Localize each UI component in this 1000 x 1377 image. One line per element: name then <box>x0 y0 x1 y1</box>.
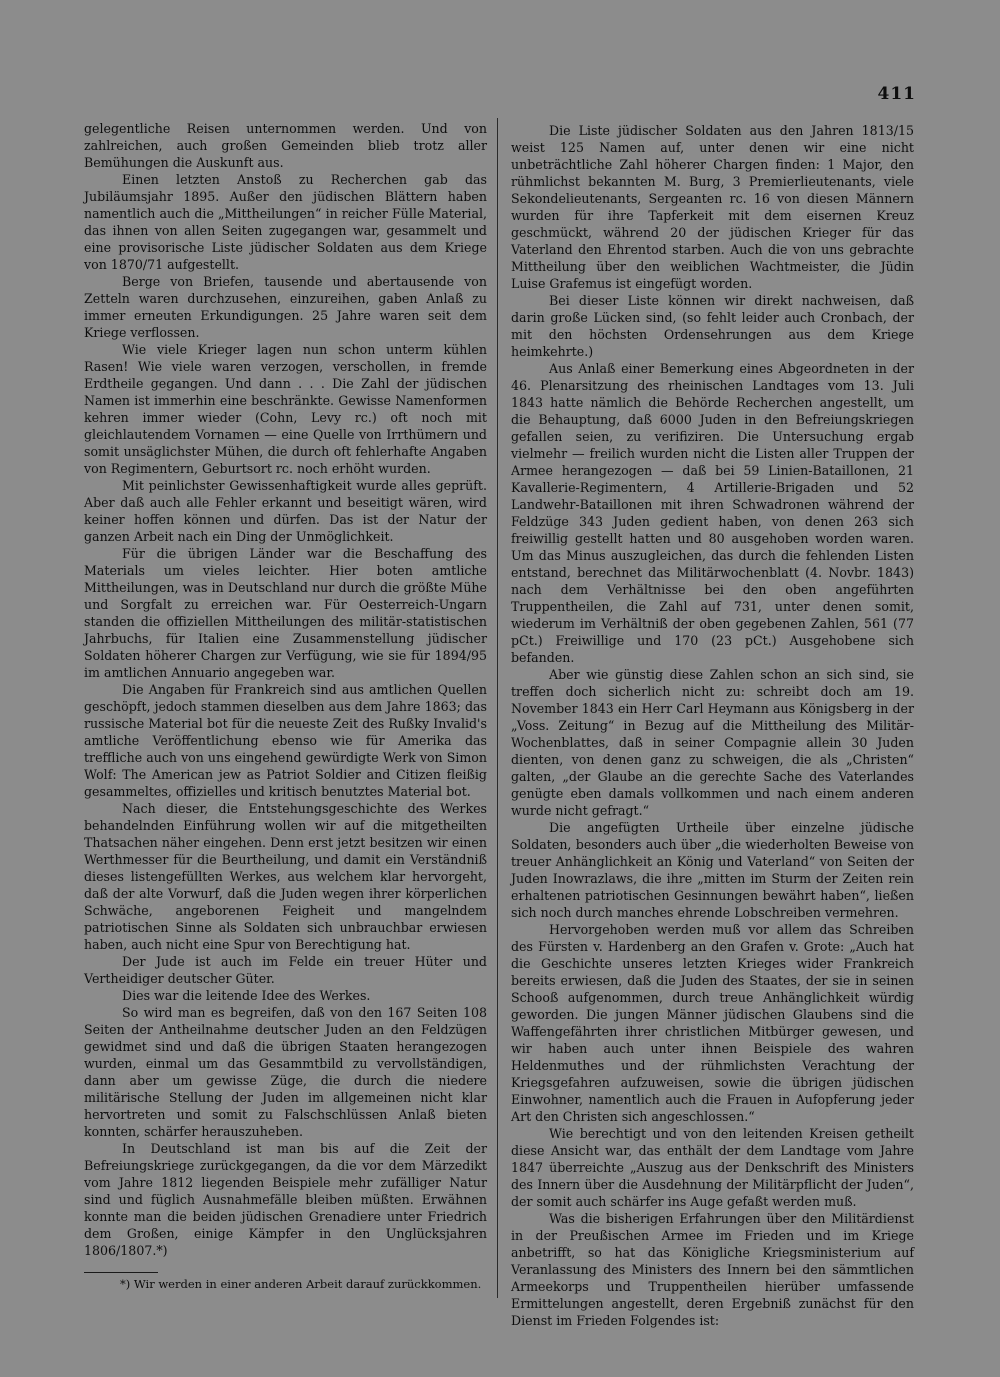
paragraph: Die angefügten Urtheile über einzelne jüdische Soldaten, besonders auch über „die wiederholten Beweise von treuer Anhänglichkeit an König und Vaterland“ von Seiten der Juden Inowrazlaws, die ihre „mitten im Sturm der Zeiten rein erhaltenen patriotischen Gesinnungen bewährt haben“, ließen sich noch durch manches ehrende Lobschreiben vermehren. <box>511 820 914 920</box>
paragraph: Wie berechtigt und von den leitenden Kreisen getheilt diese Ansicht war, das enthält der dem Landtage vom Jahre 1847 überreichte „Auszug aus der Denkschrift des Ministers des Innern über die Ausdehnung der Militärpflicht der Juden“, der somit auch schärfer ins Auge gefaßt werden muß. <box>511 1126 914 1209</box>
paragraph: Die Liste jüdischer Soldaten aus den Jahren 1813/15 weist 125 Namen auf, unter denen wir eine nicht unbeträchtliche Zahl höherer Chargen finden: 1 Major, den rühmlichst bekannten M. Burg, 3 Premierlieutenants, viele Sekondelieutenants, Sergeanten rc. 16 von diesen Männern wurden für ihre Tapferkeit mit dem eisernen Kreuz geschmückt, während 20 der jüdischen Krieger für das Vaterland den Ehrentod starben. Auch die von uns gebrachte Mittheilung über den weiblichen Wachtmeister, die Jüdin Luise Grafemus ist eingefügt worden. <box>511 123 914 291</box>
paragraph: In Deutschland ist man bis auf die Zeit der Befreiungskriege zurückgegangen, da die vor dem Märzedikt vom Jahre 1812 liegenden Beispiele mehr zufälliger Natur sind und füglich Ausnahmefälle bleiben müßten. Erwähnen konnte man die beiden jüdischen Grenadiere unter Friedrich dem Großen, einige Kämpfer in den Unglücksjahren 1806/1807.*) <box>84 1141 487 1258</box>
paragraph: Einen letzten Anstoß zu Recherchen gab das Jubiläumsjahr 1895. Außer den jüdischen Blättern haben namentlich auch die „Mittheilungen“ in reicher Fülle Material, das ihnen von allen Seiten zugegangen war, gesammelt und eine provisorische Liste jüdischer Soldaten aus dem Kriege von 1870/71 aufgestellt. <box>84 172 487 272</box>
paragraph: Aber wie günstig diese Zahlen schon an sich sind, sie treffen doch sicherlich nicht zu: schreibt doch am 19. November 1843 ein Herr Carl Heymann aus Königsberg in der „Voss. Zeitung“ in Bezug auf die Mittheilung des Militär-Wochenblattes, daß in seiner Compagnie allein 30 Juden dienten, von denen ganz zu schweigen, die als „Christen“ galten, „der Glaube an die gerechte Sache des Vaterlandes genügte eben damals vollkommen und nach einem anderen wurde nicht gefragt.“ <box>511 667 914 818</box>
paragraph: Die Angaben für Frankreich sind aus amtlichen Quellen geschöpft, jedoch stammen dieselben aus dem Jahre 1863; das russische Material bot für die neueste Zeit des Rußky Invalid's amtliche Veröffentlichung ebenso wie für Amerika das treffliche auch von uns eingehend gewürdigte Werk von Simon Wolf: The American jew as Patriot Soldier and Citizen fleißig gesammeltes, offizielles und kritisch benutztes Material bot. <box>84 682 487 799</box>
paragraph: Bei dieser Liste können wir direkt nachweisen, daß darin große Lücken sind, (so fehlt leider auch Cronbach, der mit den höchsten Ordensehrungen aus dem Kriege heimkehrte.) <box>511 293 914 359</box>
column-divider <box>497 118 498 1298</box>
footnote: *) Wir werden in einer anderen Arbeit darauf zurückkommen. <box>120 1277 482 1291</box>
paragraph: Mit peinlichster Gewissenhaftigkeit wurde alles geprüft. Aber daß auch alle Fehler erkannt und beseitigt wären, wird keiner hoffen können und dürfen. Das ist der Natur der ganzen Arbeit nach ein Ding der Unmöglichkeit. <box>84 478 487 544</box>
footnote-rule <box>84 1272 158 1273</box>
right-column <box>511 122 914 1329</box>
paragraph: Dies war die leitende Idee des Werkes. <box>122 988 371 1003</box>
page-number: 411 <box>877 84 916 104</box>
paragraph: Wie viele Krieger lagen nun schon unterm kühlen Rasen! Wie viele waren verzogen, verschollen, in fremde Erdtheile gegangen. Und dann . . . Die Zahl der jüdischen Namen ist immerhin eine beschränkte. Gewisse Namenformen kehren immer wieder (Cohn, Levy rc.) oft noch mit gleichlautendem Vornamen — eine Quelle von Irrthümern und somit unsäglichster Mühen, die durch oft fehlerhafte Angaben von Regimentern, Geburtsort rc. noch erhöht wurden. <box>84 342 487 476</box>
paragraph: gelegentliche Reisen unternommen werden. Und von zahlreichen, auch großen Gemeinden blieb trotz aller Bemühungen die Auskunft aus. <box>84 121 487 170</box>
paragraph: Was die bisherigen Erfahrungen über den Militärdienst in der Preußischen Armee im Frieden und im Kriege anbetrifft, so hat das Königliche Kriegsministerium auf Veranlassung des Ministers des Innern bei den sämmtlichen Armeekorps und Truppentheilen hierüber umfassende Ermittelungen angestellt, deren Ergebniß zunächst für den Dienst im Frieden Folgendes ist: <box>511 1211 914 1328</box>
paragraph: Berge von Briefen, tausende und abertausende von Zetteln waren durchzusehen, einzureihen, gaben Anlaß zu immer erneuten Erkundigungen. 25 Jahre waren seit dem Kriege verflossen. <box>84 274 487 340</box>
paragraph: Für die übrigen Länder war die Beschaffung des Materials um vieles leichter. Hier boten amtliche Mittheilungen, was in Deutschland nur durch die größte Mühe und Sorgfalt zu erreichen war. Für Oesterreich-Ungarn standen die offiziellen Mittheilungen des militär-statistischen Jahrbuchs, für Italien eine Zusammenstellung jüdischer Soldaten höherer Chargen zur Verfügung, wie sie für 1894/95 im amtlichen Annuario angegeben war. <box>84 546 487 680</box>
left-column <box>84 120 487 1259</box>
paragraph: Aus Anlaß einer Bemerkung eines Abgeordneten in der 46. Plenarsitzung des rheinischen Landtages vom 13. Juli 1843 hatte nämlich die Behörde Recherchen angestellt, um die Behauptung, daß 6000 Juden in den Befreiungskriegen gefallen seien, zu verifiziren. Die Untersuchung ergab vielmehr — freilich wurden nicht die Listen aller Truppen der Armee herangezogen — daß bei 59 Linien-Bataillonen, 21 Kavallerie-Regimentern, 4 Artillerie-Brigaden und 52 Landwehr-Bataillonen mit ihren Schwadronen während der Feldzüge 343 Juden gedient haben, von denen 263 sich freiwillig gestellt hatten und 80 ausgehoben worden waren. Um das Minus auszugleichen, das durch die fehlenden Listen entstand, berechnet das Militärwochenblatt (4. Novbr. 1843) nach dem Verhältnisse bei den oben angeführten Truppentheilen, die Zahl auf 731, unter denen somit, wiederum im Verhältniß der oben gegebenen Zahlen, 561 (77 pCt.) Freiwillige und 170 (23 pCt.) Ausgehobene sich befanden. <box>511 361 914 665</box>
paragraph: Der Jude ist auch im Felde ein treuer Hüter und Vertheidiger deutscher Güter. <box>84 954 487 986</box>
paragraph: Nach dieser, die Entstehungsgeschichte des Werkes behandelnden Einführung wollen wir auf die mitgetheilten Thatsachen näher eingehen. Denn erst jetzt besitzen wir einen Werthmesser für die Beurtheilung, und damit ein Verständniß dieses listengefüllten Werkes, aus welchem klar hervorgeht, daß der alte Vorwurf, daß die Juden wegen ihrer körperlichen Schwäche, angeborenen Feigheit und mangelndem patriotischen Sinne als Soldaten sich unbrauchbar erwiesen haben, auch nicht eine Spur von Berechtigung hat. <box>84 801 487 952</box>
paragraph: So wird man es begreifen, daß von den 167 Seiten 108 Seiten der Antheilnahme deutscher Juden an den Feldzügen gewidmet sind und daß die übrigen Staaten herangezogen wurden, einmal um das Gesammtbild zu vervollständigen, dann aber um gewisse Züge, die durch die niedere militärische Stellung der Juden im allgemeinen nicht klar hervortreten und somit zu Falschschlüssen Anlaß bieten konnten, schärfer herauszuheben. <box>84 1005 487 1139</box>
paragraph: Hervorgehoben werden muß vor allem das Schreiben des Fürsten v. Hardenberg an den Grafen v. Grote: „Auch hat die Geschichte unseres letzten Krieges wider Frankreich bereits erwiesen, daß die Juden des Staates, der sie in seinen Schooß aufgenommen, durch treue Anhänglichkeit würdig geworden. Die jungen Männer jüdischen Glaubens sind die Waffengefährten ihrer christlichen Mitbürger gewesen, und wir haben auch unter ihnen Beispiele des wahren Heldenmuthes und der rühmlichsten Verachtung der Kriegsgefahren aufzuweisen, sowie die übrigen jüdischen Einwohner, namentlich auch die Frauen in Aufopferung jeder Art den Christen sich angeschlossen.“ <box>511 922 914 1124</box>
